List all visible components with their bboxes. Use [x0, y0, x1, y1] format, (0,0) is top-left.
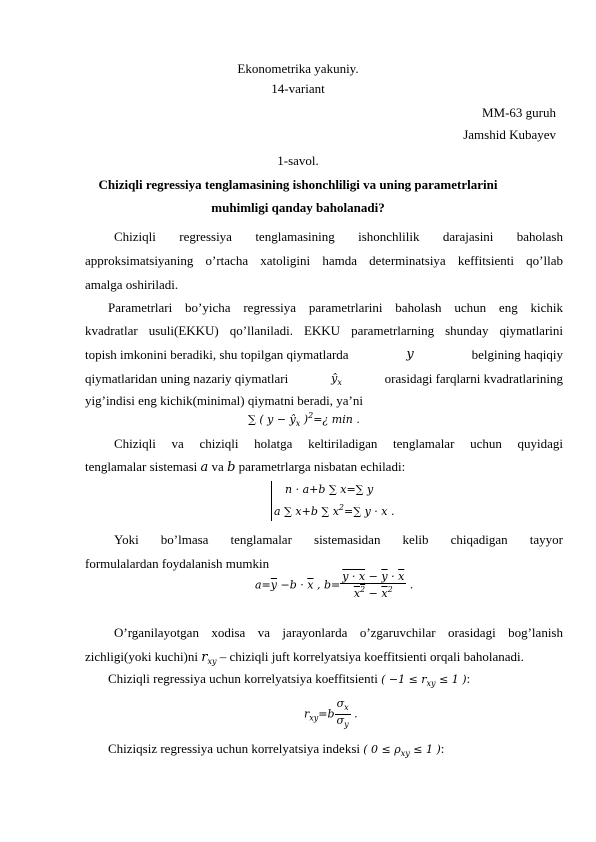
- parameter-formulas: $a=\overline{y} -b \cdot \overline{x}$ , b= $\frac{y \cdot x - \overline{y} \cdot \overline{x}}{x^2 - \overline{x}^2}$ .: [255, 570, 414, 600]
- paragraph-line: approksimatsiyaning o’rtacha xatoligini hamda determinatsiya keffitsienti qo’llab: [85, 253, 563, 268]
- text-segment: tenglamalar sistemasi: [85, 459, 198, 474]
- text-segment: Chiziqsiz regressiya uchun korrelyatsiya indeksi: [108, 741, 360, 756]
- paragraph-line: yig’indisi eng kichik(minimal) qiymatni beradi, ya’ni: [85, 393, 363, 408]
- text-segment: – chiziqli juft korrelyatsiya koeffitsienti orqali baholanadi.: [219, 649, 524, 664]
- group-label: MM-63 guruh: [481, 105, 556, 120]
- math-symbol: y: [406, 347, 414, 362]
- text-segment: va: [211, 459, 224, 474]
- text-segment: orasidagi farqlarni kvadratlarining: [384, 371, 563, 386]
- paragraph-line: formulalardan foydalanish mumkin: [85, 556, 270, 571]
- text-segment: Chiziqli regressiya uchun korrelyatsiya koeffitsienti: [108, 671, 378, 686]
- normal-equation-2: a ∑ x+b ∑ $x^2=\sum$ y · x .: [274, 503, 395, 518]
- correlation-coefficient-formula: $r_{xy}=b$ $\frac{\sigma_x}{\sigma_y}$ .: [304, 697, 358, 729]
- paragraph-line: Parametrlari bo’yicha regressiya parametrlarini baholash uchun eng kichik: [108, 300, 563, 315]
- text-segment: topish imkonini beradiki, shu topilgan qiymatlarda: [85, 347, 349, 362]
- question-title-line2: muhimligi qanday baholanadi?: [211, 200, 385, 215]
- text-segment: zichligi(yoki kuchi)ni: [85, 649, 199, 664]
- paragraph-line: [85, 347, 563, 363]
- author-name: Jamshid Kubayev: [463, 127, 556, 142]
- paragraph-line: [85, 459, 405, 476]
- rho-xy-range: ( $0 \le \rho_{xy} \le 1$ ): [363, 743, 441, 758]
- paragraph-line: [85, 371, 563, 391]
- y-hat-symbol: $ŷ_x$: [331, 372, 342, 387]
- question-number: 1-savol.: [277, 153, 319, 168]
- paragraph-line: kvadratlar usuli(EKKU) qo’llaniladi. EKKU parametrlarning shunday qiymatlarini: [85, 323, 563, 338]
- normal-equation-1: n · a+b ∑ x=∑ y: [285, 483, 374, 496]
- text-segment: belgining haqiqiy: [471, 347, 563, 362]
- math-symbol: a: [200, 460, 209, 475]
- paragraph-line: [85, 649, 524, 670]
- document-title: Ekonometrika yakuniy.: [237, 61, 359, 76]
- text-segment: qiymatlaridan uning nazariy qiymatlari: [85, 371, 289, 386]
- paragraph-line: Chiziqsiz regressiya uchun korrelyatsiya indeksi ( $0 \le \rho_{xy} \le 1$ ):: [108, 741, 445, 758]
- paragraph-line: amalga oshiriladi.: [85, 277, 179, 292]
- least-squares-formula: ∑ ( $y - ŷ_x$ )$^2$=¿ min .: [248, 411, 360, 428]
- system-brace: [271, 481, 272, 521]
- variant-label: 14-variant: [271, 81, 325, 96]
- r-xy-symbol: $r_{xy}$: [201, 650, 217, 666]
- paragraph-line: Chiziqli regressiya tenglamasining ishonchlilik darajasini baholash: [114, 229, 563, 244]
- paragraph-line: Yoki bo’lmasa tenglamalar sistemasidan kelib chiqadigan tayyor: [114, 532, 563, 547]
- paragraph-line: O’rganilayotgan xodisa va jarayonlarda o’zgaruvchilar orasidagi bog’lanish: [114, 625, 563, 640]
- r-xy-range: ( $-1 \le r_{xy} \le 1$ ): [381, 673, 467, 688]
- question-title-line1: Chiziqli regressiya tenglamasining ishonchliligi va uning parametrlarini: [98, 177, 498, 192]
- paragraph-line: Chiziqli regressiya uchun korrelyatsiya koeffitsienti ( $-1 \le r_{xy} \le 1$ ):: [108, 671, 471, 688]
- paragraph-line: Chiziqli va chiziqli holatga keltiriladigan tenglamalar uchun quyidagi: [114, 436, 563, 451]
- math-symbol: b: [227, 460, 236, 475]
- text-segment: parametrlarga nisbatan echiladi:: [238, 459, 406, 474]
